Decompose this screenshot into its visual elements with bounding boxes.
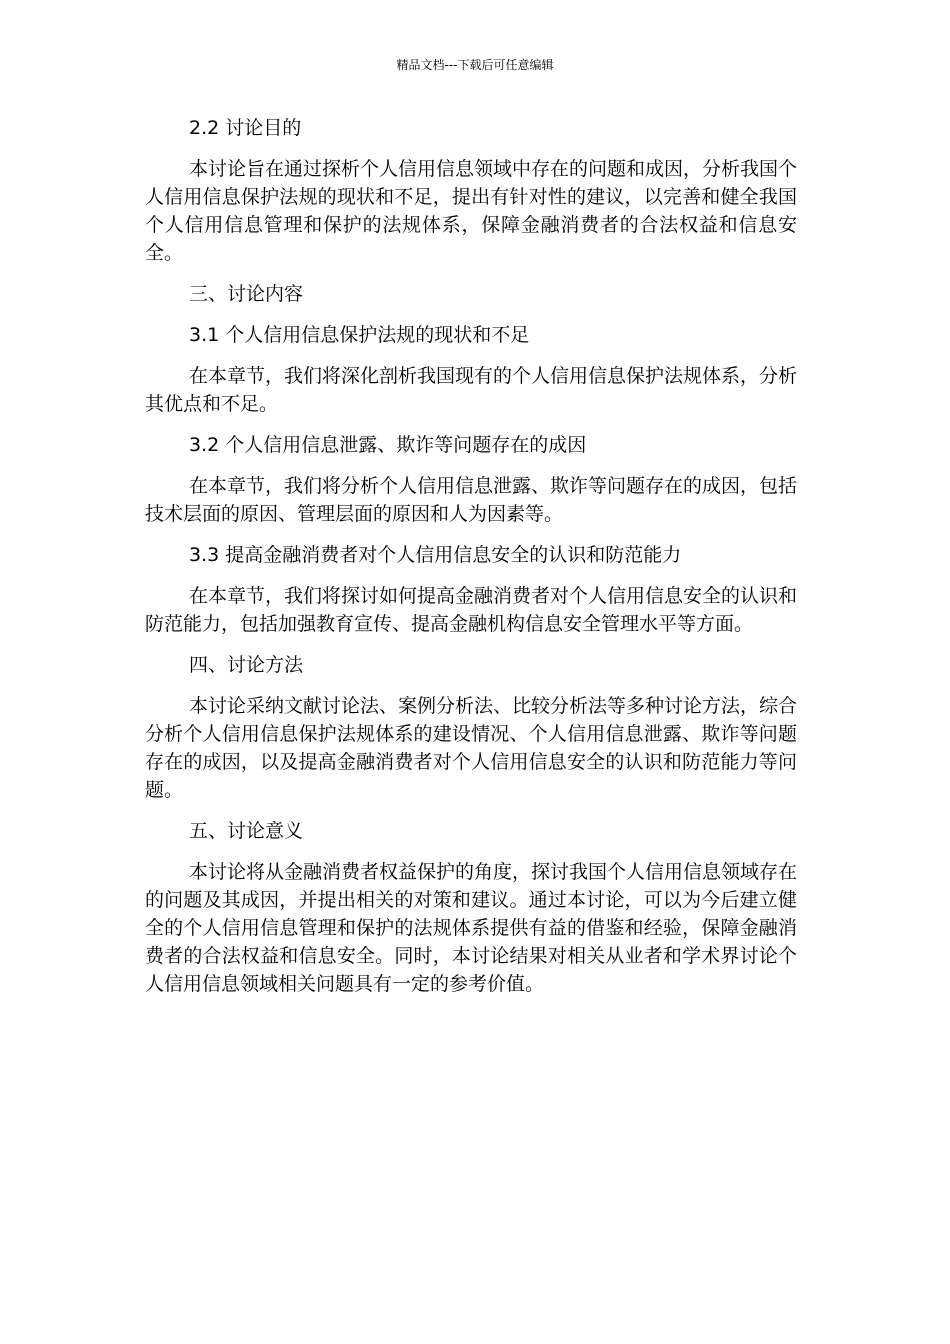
section-heading-4: 四、讨论方法 xyxy=(189,654,304,676)
section-heading-3: 三、讨论内容 xyxy=(189,283,304,305)
paragraph-purpose: 本讨论旨在通过探析个人信用信息领域中存在的问题和成因，分析我国个人信用信息保护法规的现状和不足，提出有针对性的建议，以完善和健全我国个人信用信息管理和保护的法规体系，保障金融消费者的合法权益和信息安全。 xyxy=(145,158,798,264)
section-heading-3-3: 3.3 提高金融消费者对个人信用信息安全的认识和防范能力 xyxy=(189,544,682,566)
paragraph-3-1: 在本章节，我们将深化剖析我国现有的个人信用信息保护法规体系，分析其优点和不足。 xyxy=(145,365,798,415)
paragraph-3-2: 在本章节，我们将分析个人信用信息泄露、欺诈等问题存在的成因，包括技术层面的原因、管理层面的原因和人为因素等。 xyxy=(145,475,798,525)
section-heading-3-1: 3.1 个人信用信息保护法规的现状和不足 xyxy=(189,324,530,346)
page-header: 精品文档---下载后可任意编辑 xyxy=(396,58,554,72)
section-heading-2-2: 2.2 讨论目的 xyxy=(189,117,302,139)
paragraph-significance: 本讨论将从金融消费者权益保护的角度，探讨我国个人信用信息领域存在的问题及其成因，并提出相关的对策和建议。通过本讨论，可以为今后建立健全的个人信用信息管理和保护的法规体系提供有益的借鉴和经验，保障金融消费者的合法权益和信息安全。同时，本讨论结果对相关从业者和学术界讨论个人信用信息领域相关问题具有一定的参考价值。 xyxy=(145,861,798,995)
paragraph-methods: 本讨论采纳文献讨论法、案例分析法、比较分析法等多种讨论方法，综合分析个人信用信息保护法规体系的建设情况、个人信用信息泄露、欺诈等问题存在的成因，以及提高金融消费者对个人信用信息安全的认识和防范能力等问题。 xyxy=(145,695,798,801)
section-heading-3-2: 3.2 个人信用信息泄露、欺诈等问题存在的成因 xyxy=(189,434,587,456)
paragraph-3-3: 在本章节，我们将探讨如何提高金融消费者对个人信用信息安全的认识和防范能力，包括加强教育宣传、提高金融机构信息安全管理水平等方面。 xyxy=(145,585,798,635)
document-body xyxy=(145,114,797,1011)
section-heading-5: 五、讨论意义 xyxy=(189,820,304,842)
